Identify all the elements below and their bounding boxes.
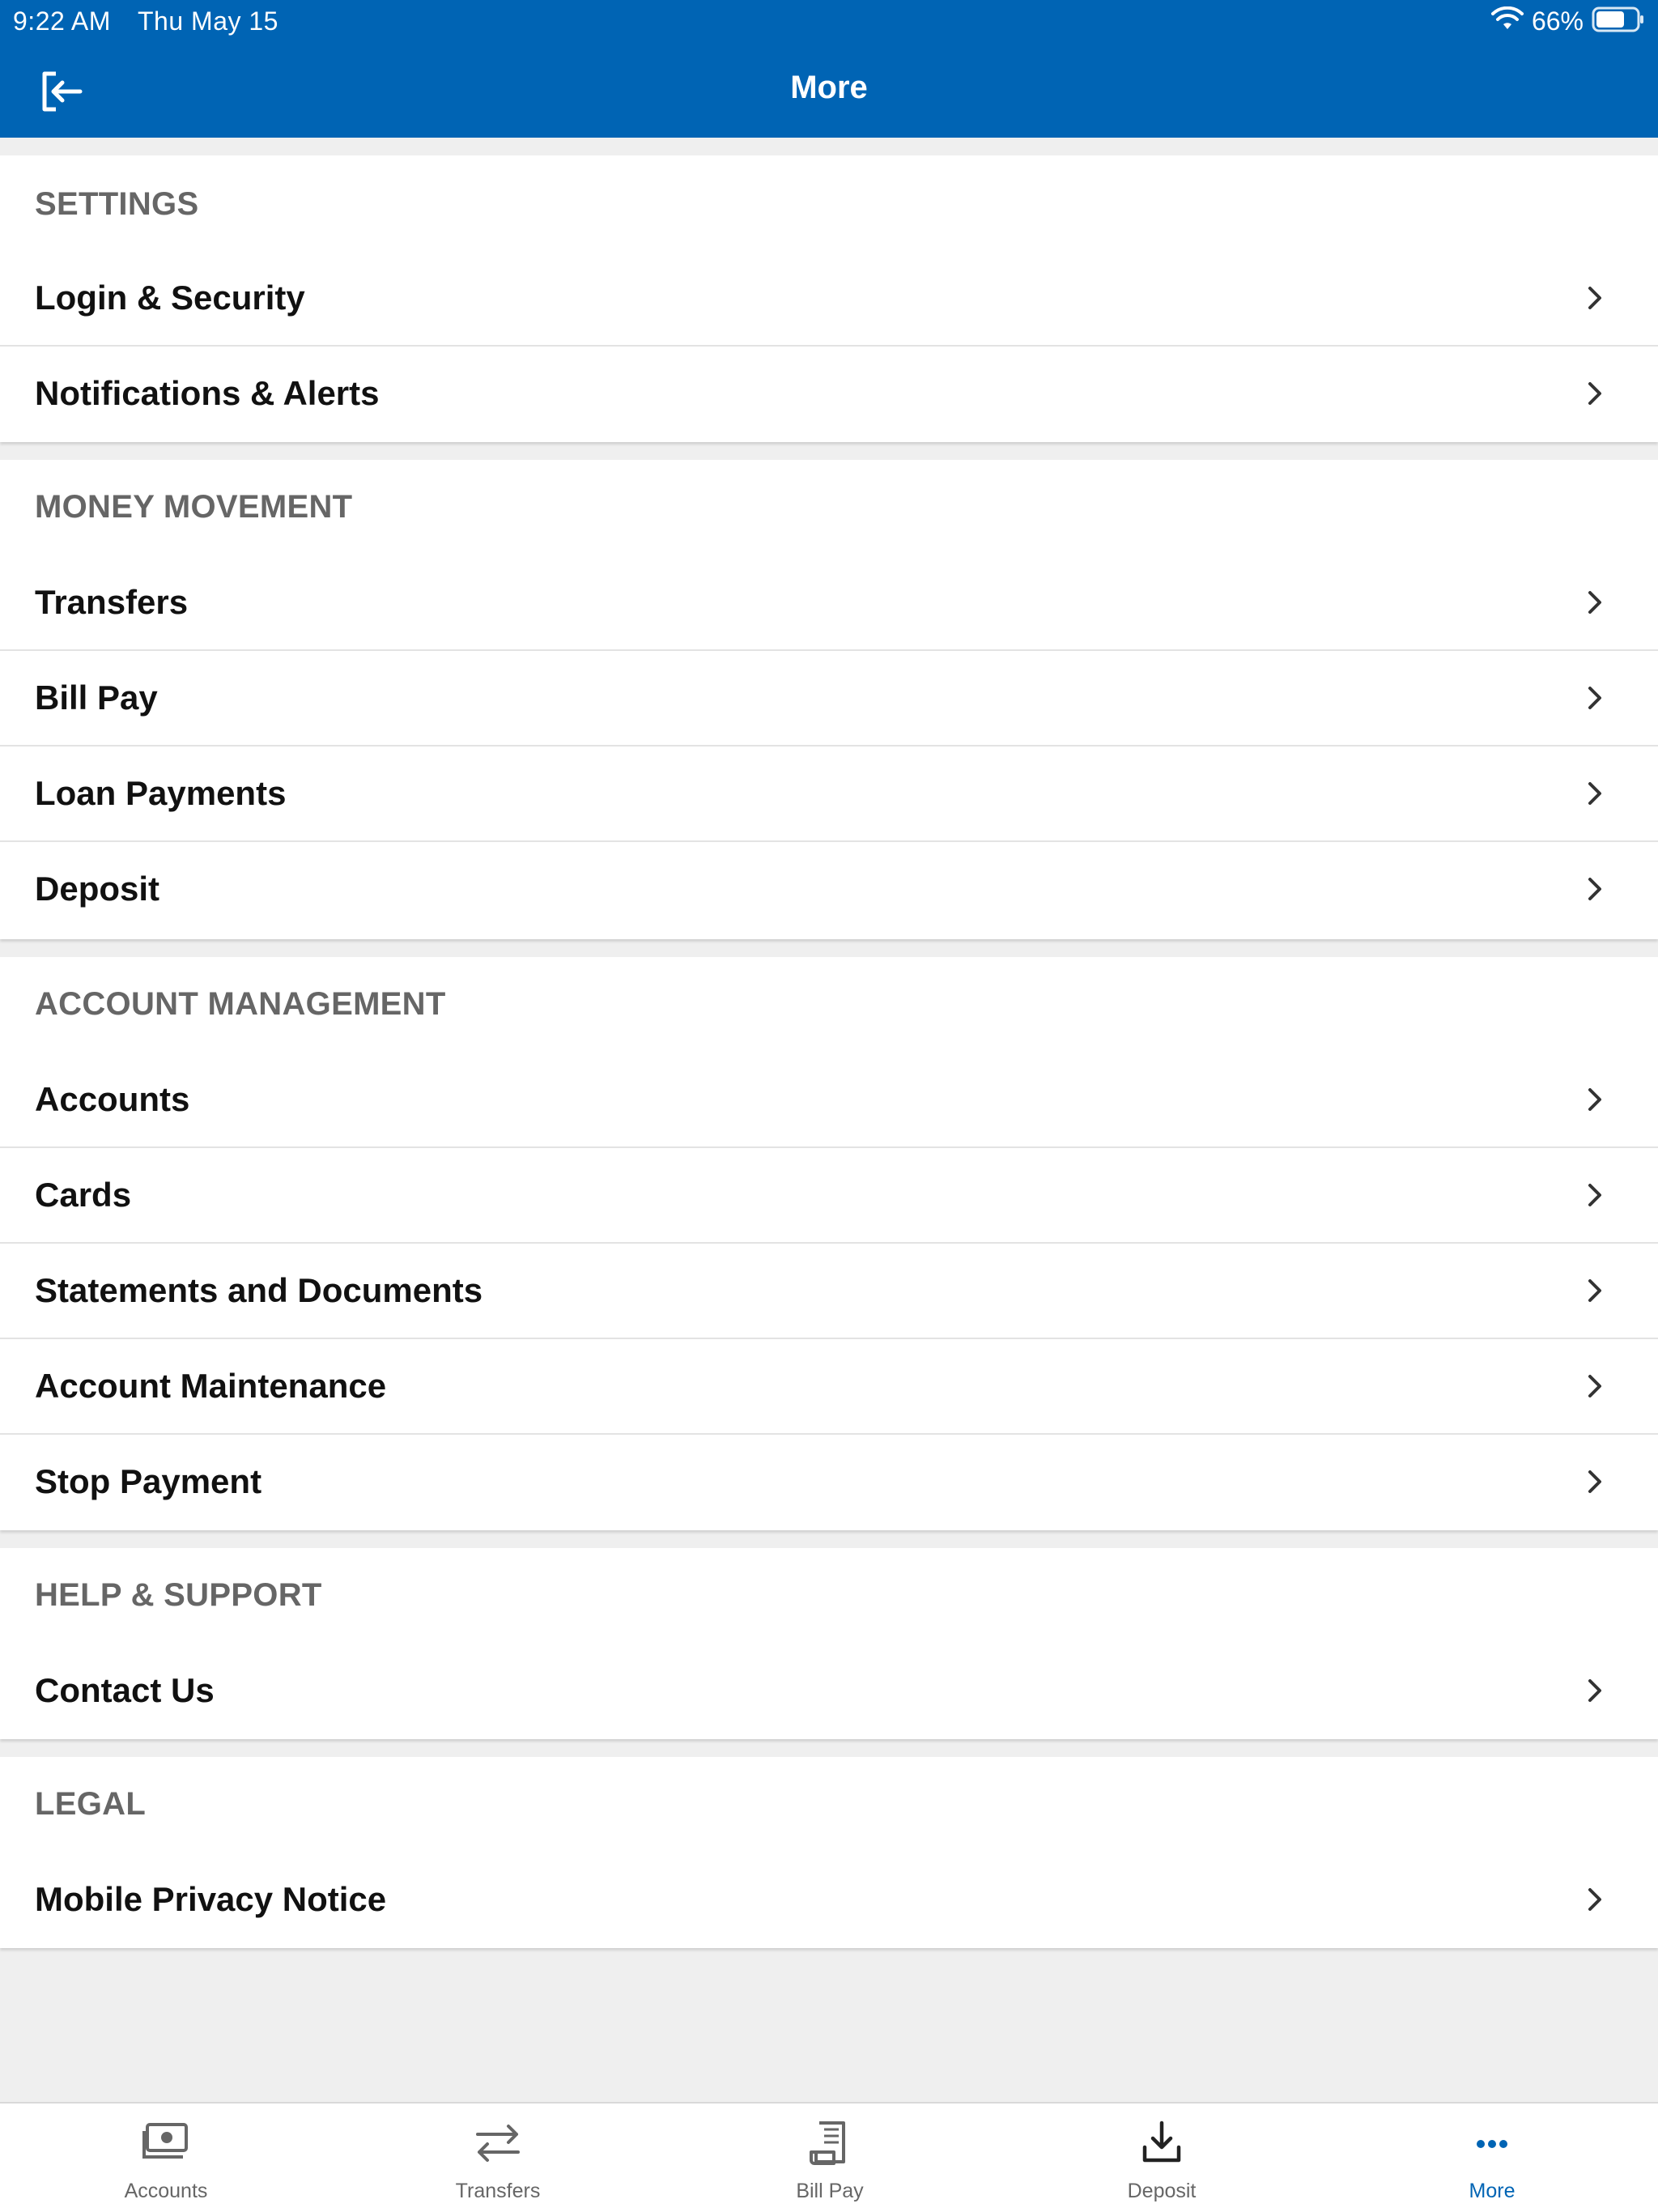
wifi-icon xyxy=(1491,6,1524,36)
chevron-right-icon xyxy=(1579,1083,1611,1116)
section-title: MONEY MOVEMENT xyxy=(35,489,353,525)
menu-item-label: Cards xyxy=(35,1176,132,1214)
menu-item-mobile-privacy-notice[interactable] xyxy=(0,1853,1658,1948)
tab-label: More xyxy=(1469,2180,1516,2202)
chevron-right-icon xyxy=(1579,1883,1611,1916)
more-icon xyxy=(1464,2120,1520,2168)
status-time: 9:22 AM xyxy=(13,6,111,36)
app-header xyxy=(0,0,1658,138)
menu-item-loan-payments[interactable] xyxy=(0,747,1658,842)
section-settings xyxy=(0,155,1658,442)
menu-item-stop-payment[interactable] xyxy=(0,1435,1658,1530)
chevron-right-icon xyxy=(1579,1465,1611,1498)
menu-item-label: Statements and Documents xyxy=(35,1271,483,1309)
bill-pay-icon xyxy=(801,2120,858,2168)
nav-bar xyxy=(0,53,1658,128)
status-bar xyxy=(0,0,1658,42)
chevron-right-icon xyxy=(1579,682,1611,714)
menu-item-account-maintenance[interactable] xyxy=(0,1339,1658,1435)
menu-item-accounts[interactable] xyxy=(0,1053,1658,1148)
tab-deposit[interactable] xyxy=(996,2104,1328,2212)
menu-item-label: Transfers xyxy=(35,583,189,621)
tab-bar xyxy=(0,2102,1658,2212)
menu-item-deposit[interactable] xyxy=(0,842,1658,938)
section-title: SETTINGS xyxy=(35,186,199,222)
menu-item-label: Notifications & Alerts xyxy=(35,374,380,412)
chevron-right-icon xyxy=(1579,586,1611,619)
menu-item-label: Stop Payment xyxy=(35,1462,262,1500)
page-title: More xyxy=(790,70,868,105)
section-title: HELP & SUPPORT xyxy=(35,1577,322,1613)
chevron-right-icon xyxy=(1579,777,1611,810)
chevron-right-icon xyxy=(1579,1674,1611,1707)
menu-item-label: Deposit xyxy=(35,870,160,908)
chevron-right-icon xyxy=(1579,1179,1611,1211)
battery-percentage: 66% xyxy=(1531,6,1584,36)
menu-item-label: Login & Security xyxy=(35,279,305,317)
tab-transfers[interactable] xyxy=(332,2104,664,2212)
section-title: ACCOUNT MANAGEMENT xyxy=(35,986,446,1022)
battery-icon xyxy=(1592,6,1645,37)
tab-more[interactable] xyxy=(1326,2104,1658,2212)
menu-item-label: Mobile Privacy Notice xyxy=(35,1880,387,1918)
tab-label: Deposit xyxy=(1127,2180,1197,2202)
chevron-right-icon xyxy=(1579,377,1611,410)
deposit-icon xyxy=(1133,2120,1190,2168)
section-help-support xyxy=(0,1548,1658,1739)
accounts-icon xyxy=(138,2120,194,2168)
menu-item-login-security[interactable] xyxy=(0,251,1658,347)
menu-item-label: Contact Us xyxy=(35,1671,215,1709)
chevron-right-icon xyxy=(1579,1274,1611,1307)
section-money-movement xyxy=(0,460,1658,939)
section-legal xyxy=(0,1757,1658,1948)
status-indicators xyxy=(1491,5,1645,37)
menu-item-label: Bill Pay xyxy=(35,678,158,717)
menu-item-transfers[interactable] xyxy=(0,555,1658,651)
menu-item-contact-us[interactable] xyxy=(0,1644,1658,1739)
menu-item-label: Accounts xyxy=(35,1080,190,1118)
menu-item-notifications-alerts[interactable] xyxy=(0,347,1658,442)
section-account-management xyxy=(0,957,1658,1530)
menu-item-label: Loan Payments xyxy=(35,774,287,812)
transfers-icon xyxy=(470,2120,526,2168)
chevron-right-icon xyxy=(1579,282,1611,314)
tab-label: Transfers xyxy=(455,2180,541,2202)
menu-item-cards[interactable] xyxy=(0,1148,1658,1244)
tab-bill-pay[interactable] xyxy=(664,2104,996,2212)
menu-item-statements-documents[interactable] xyxy=(0,1244,1658,1339)
tab-label: Accounts xyxy=(124,2180,208,2202)
status-date: Thu May 15 xyxy=(138,6,278,36)
menu-item-label: Account Maintenance xyxy=(35,1367,387,1405)
chevron-right-icon xyxy=(1579,1370,1611,1402)
tab-accounts[interactable] xyxy=(0,2104,332,2212)
menu-item-bill-pay[interactable] xyxy=(0,651,1658,747)
chevron-right-icon xyxy=(1579,873,1611,905)
tab-label: Bill Pay xyxy=(796,2180,864,2202)
section-title: LEGAL xyxy=(35,1786,147,1822)
